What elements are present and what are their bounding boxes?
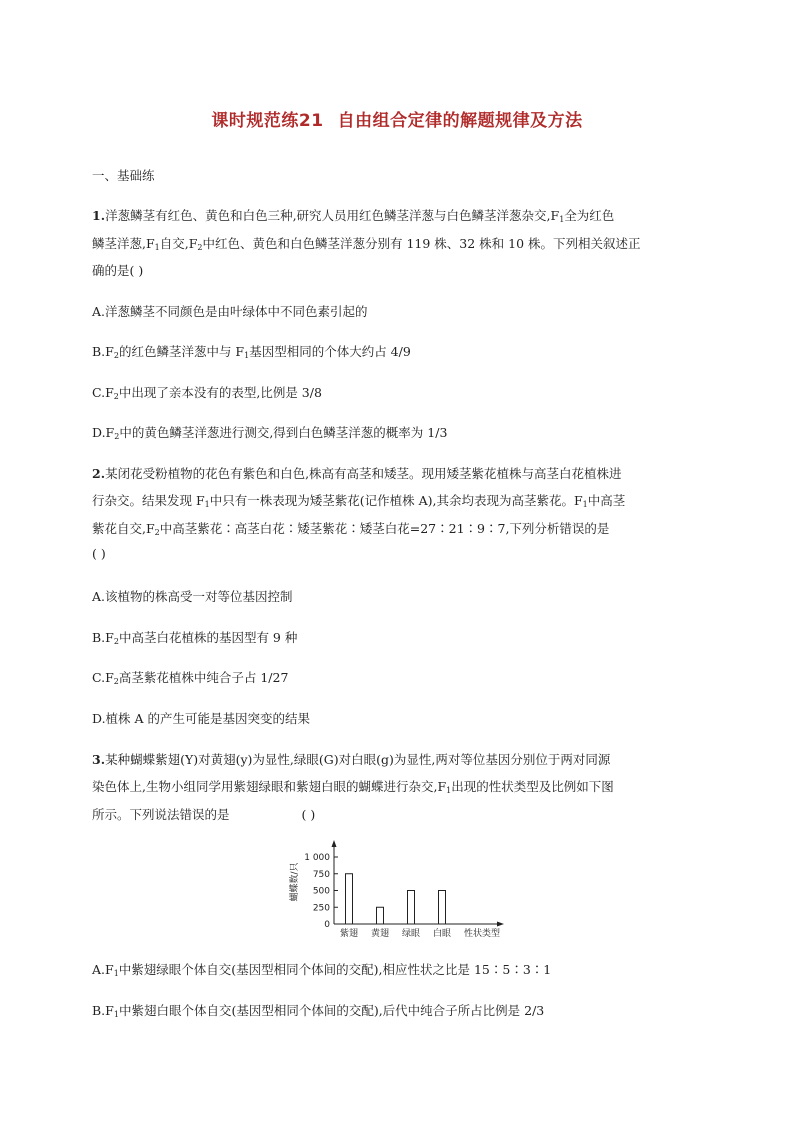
q2-line-2: 行杂交。结果发现 $F_1$中只有一株表现为矮茎紫花(记作植株 A),其余均表现为高茎紫花。$F_1$中高茎: [92, 493, 626, 509]
bar-3: [408, 891, 415, 925]
bar-4: [439, 891, 446, 925]
section-heading: 一、基础练: [92, 168, 155, 183]
y-axis-label: 蝴蝶数/只: [290, 862, 300, 902]
bar-chart: [286, 838, 516, 944]
y-tick-label: 750: [312, 869, 330, 880]
q1-line-3: 确的是( ): [92, 263, 144, 278]
q3-line-1: 3.某种蝴蝶紫翅(Y)对黄翅(y)为显性,绿眼(G)对白眼(g)为显性,两对等位基因分别位于两对同源: [92, 752, 611, 767]
x-category-label: 紫翅: [339, 929, 359, 939]
page-title: [0, 106, 794, 131]
q3-number: 3.: [92, 752, 106, 767]
q2-number: 2.: [92, 466, 106, 481]
q2-option-b: $B.F_2$中高茎白花植株的基因型有 9 种: [92, 630, 298, 646]
q1-option-d: $D.F_2$中的黄色鳞茎洋葱进行测交,得到白色鳞茎洋葱的概率为 1/3: [92, 425, 448, 441]
title-number: 课时规范练21: [211, 111, 324, 131]
y-axis-arrow: [332, 840, 337, 847]
q1-option-c: $C.F_2$中出现了亲本没有的表型,比例是 3/8: [92, 385, 322, 401]
q1-number: 1.: [92, 208, 106, 223]
q1-option-b: $B.F_2$的红色鳞茎洋葱中与 $F_1$基因型相同的个体大约占 4/9: [92, 344, 411, 360]
q3-line-3: 所示。下列说法错误的是 ( ): [92, 807, 316, 822]
y-tick-label: 1 000: [304, 853, 330, 863]
x-axis-arrow: [497, 922, 504, 927]
q3-option-b: $B.F_1$中紫翅白眼个体自交(基因型相同个体间的交配),后代中纯合子所占比例是 2/3: [92, 1003, 545, 1019]
title-text: 自由组合定律的解题规律及方法: [337, 111, 583, 131]
q1-line-2: 鳞茎洋葱$,F_1$自交$,F_2$中红色、黄色和白色鳞茎洋葱分别有 119 株、32 株和 10 株。下列相关叙述正: [92, 236, 641, 252]
x-category-label: 黄翅: [370, 929, 390, 939]
x-category-label: 绿眼: [401, 929, 421, 939]
y-tick-label: 250: [312, 903, 330, 914]
x-axis-label: 性状类型: [463, 929, 501, 939]
y-tick-label: 0: [324, 920, 330, 930]
q3-answer-paren: ( ): [301, 807, 316, 822]
q2-option-c: $C.F_2$高茎紫花植株中纯合子占 1/27: [92, 670, 289, 686]
q1-option-a: A.洋葱鳞茎不同颜色是由叶绿体中不同色素引起的: [92, 304, 368, 319]
q2-option-d: D.植株 A 的产生可能是基因突变的结果: [92, 711, 311, 726]
q2-line-1: 2.某闭花受粉植物的花色有紫色和白色,株高有高茎和矮茎。现用矮茎紫花植株与高茎白花植株进: [92, 466, 622, 481]
q3-line-2: 染色体上,生物小组同学用紫翅绿眼和紫翅白眼的蝴蝶进行杂交$,F_1$出现的性状类型及比例如下图: [92, 779, 614, 795]
y-tick-label: 500: [312, 886, 330, 897]
q2-line-3: 紫花自交$,F_2$中高茎紫花∶高茎白花∶矮茎紫花∶矮茎白花=27∶21∶9∶7,下列分析错误的是: [92, 521, 610, 537]
bar-1: [346, 874, 353, 924]
q2-line-4: ( ): [92, 546, 106, 561]
q2-option-a: A.该植物的株高受一对等位基因控制: [92, 589, 293, 604]
x-category-label: 白眼: [432, 929, 452, 939]
q3-option-a: $A.F_1$中紫翅绿眼个体自交(基因型相同个体间的交配),相应性状之比是 15∶5∶3∶1: [92, 962, 552, 978]
q1-line-1: 1.洋葱鳞茎有红色、黄色和白色三种,研究人员用红色鳞茎洋葱与白色鳞茎洋葱杂交$,F_1$全为红色: [92, 208, 615, 224]
bar-2: [377, 907, 384, 924]
